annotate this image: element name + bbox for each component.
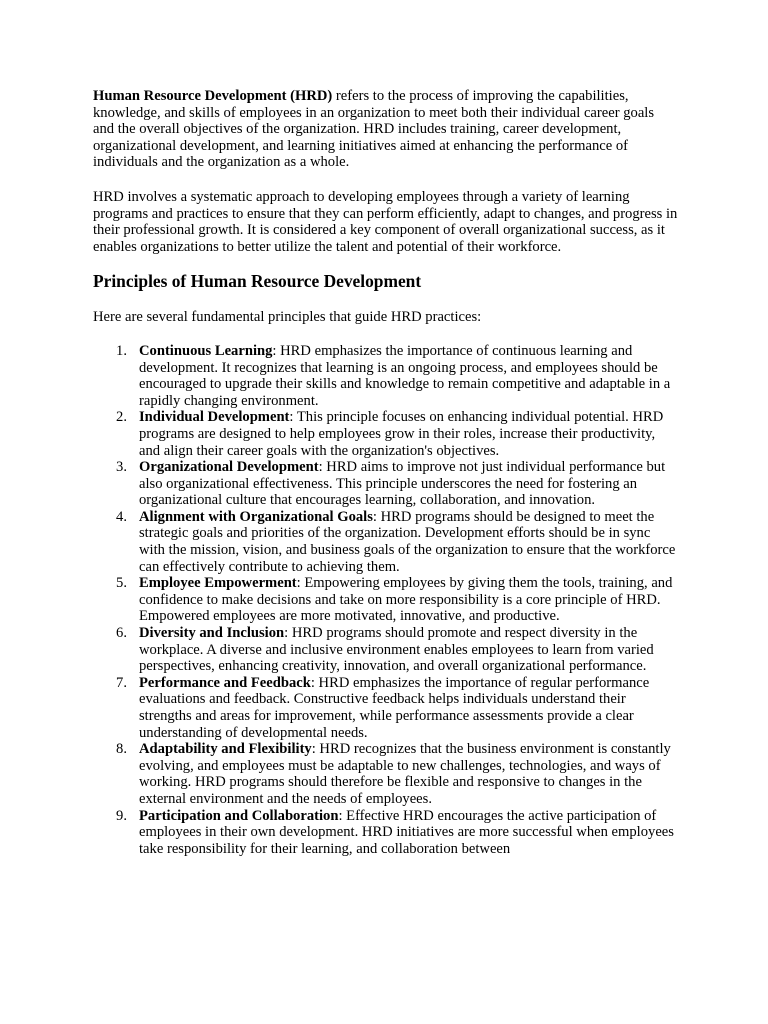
list-item	[93, 575, 678, 625]
hrd-term: Human Resource Development (HRD)	[93, 88, 333, 104]
document-page	[93, 88, 678, 857]
principles-list	[93, 343, 678, 857]
principle-term: Adaptability and Flexibility	[139, 741, 312, 758]
intro-paragraph-1	[93, 88, 678, 171]
list-number: 2.	[116, 409, 127, 426]
principle-term: Diversity and Inclusion	[139, 625, 285, 642]
section-intro: Here are several fundamental principles that guide HRD practices:	[93, 309, 482, 326]
list-number: 7.	[116, 674, 127, 691]
intro-paragraph-1-text: refers to the process of improving the capabilities, knowledge, and skills of employees in an organization to meet both their individual career goals and the overall objectives of the organization. HRD includes training, career development, organizational development, and learning initiatives aimed at enhancing the performance of individuals and the organization as a whole.	[93, 88, 655, 171]
list-item	[93, 625, 678, 675]
list-number: 4.	[116, 508, 127, 525]
principle-text: : This principle focuses on enhancing individual potential. HRD programs are designed to help employees grow in their roles, increase their productivity, and align their career goals with the organization's objectives.	[139, 409, 664, 459]
principle-text: : Empowering employees by giving them the tools, training, and confidence to make decisions and take on more responsibility is a core principle of HRD. Empowered employees are more motivated, innovative, and productive.	[139, 575, 673, 625]
principle-text: : HRD programs should be designed to meet the strategic goals and priorities of the organization. Development efforts should be in sync with the mission, vision, and business goals of the organization to ensure that the workforce can effectively contribute to achieving them.	[139, 508, 676, 575]
list-number: 3.	[116, 459, 127, 476]
principle-term: Employee Empowerment	[139, 575, 297, 592]
list-item	[93, 675, 678, 741]
intro-paragraph-2: HRD involves a systematic approach to developing employees through a variety of learning programs and practices to ensure that they can perform efficiently, adapt to changes, and progress in their professional growth. It is considered a key component of overall organizational success, as it enables organizations to better utilize the talent and potential of their workforce.	[93, 188, 678, 255]
principle-term: Continuous Learning	[139, 342, 273, 359]
principle-text: : Effective HRD encourages the active participation of employees in their own development. HRD initiatives are more successful when employees take responsibility for their learning, and collaboration between	[139, 807, 674, 857]
list-item	[93, 808, 678, 858]
list-number: 1.	[116, 342, 127, 359]
principle-term: Organizational Development	[139, 459, 319, 476]
list-item	[93, 741, 678, 807]
list-number: 5.	[116, 575, 127, 592]
principle-text: : HRD recognizes that the business environment is constantly evolving, and employees must be adaptable to new challenges, technologies, and ways of working. HRD programs should therefore be flexible and responsive to changes in the external environment and the needs of employees.	[139, 741, 671, 807]
principle-term: Performance and Feedback	[139, 674, 311, 691]
principle-text: : HRD emphasizes the importance of continuous learning and development. It recognizes that learning is an ongoing process, and employees should be encouraged to upgrade their skills and knowledge to remain competitive and adaptable in a rapidly changing environment.	[139, 342, 671, 409]
list-item	[93, 459, 678, 509]
principle-text: : HRD emphasizes the importance of regular performance evaluations and feedback. Constructive feedback helps individuals understand their strengths and areas for improvement, while performance assessments provide a clear understanding of developmental needs.	[139, 674, 650, 741]
principle-term: Alignment with Organizational Goals	[139, 508, 373, 525]
list-number: 8.	[116, 741, 127, 758]
list-item	[93, 509, 678, 575]
list-number: 6.	[116, 625, 127, 642]
principle-text: : HRD aims to improve not just individual performance but also organizational effectiveness. This principle underscores the need for fostering an organizational culture that encourages learning, collaboration, and innovation.	[139, 459, 666, 509]
list-item	[93, 343, 678, 409]
principle-term: Participation and Collaboration	[139, 807, 339, 824]
principle-text: : HRD programs should promote and respect diversity in the workplace. A diverse and inclusive environment enables employees to learn from varied perspectives, enhancing creativity, innovation, and overall organizational performance.	[139, 625, 654, 675]
principle-term: Individual Development	[139, 409, 290, 426]
list-item	[93, 409, 678, 459]
section-heading: Principles of Human Resource Development	[93, 271, 422, 292]
list-number: 9.	[116, 807, 127, 824]
